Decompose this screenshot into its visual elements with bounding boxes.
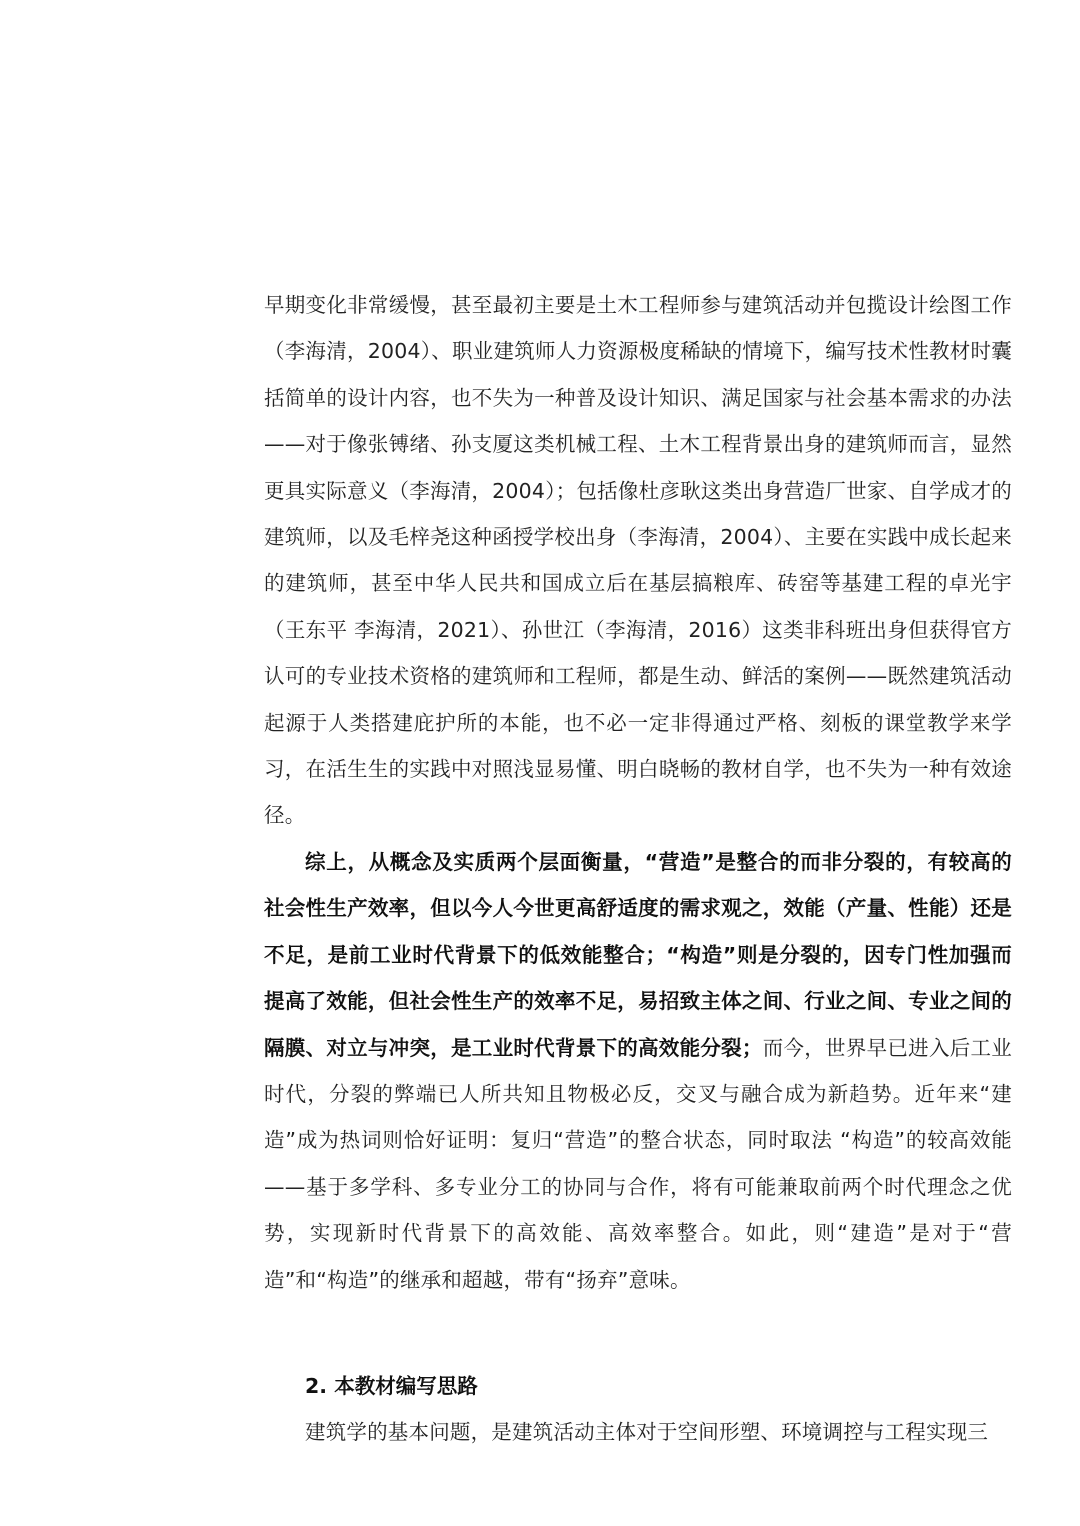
document-body (264, 282, 1012, 1456)
paragraph-section-intro: 建筑学的基本问题，是建筑活动主体对于空间形塑、环境调控与工程实现三 (305, 1420, 989, 1445)
paragraph-continuation: 早期变化非常缓慢，甚至最初主要是土木工程师参与建筑活动并包揽设计绘图工作（李海清，2004）、职业建筑师人力资源极度稀缺的情境下，编写技术性教材时囊括简单的设计内容，也不失为一种普及设计知识、满足国家与社会基本需求的办法——对于像张镈绪、孙支厦这类机械工程、土木工程背景出身的建筑师而言，显然更具实际意义（李海清，2004）；包括像杜彦耿这类出身营造厂世家、自学成才的建筑师，以及毛梓尧这种函授学校出身（李海清，2004）、主要在实践中成长起来的建筑师，甚至中华人民共和国成立后在基层搞粮库、砖窑等基建工程的卓光宇（王东平 李海清，2021）、孙世江（李海清，2016）这类非科班出身但获得官方认可的专业技术资格的建筑师和工程师，都是生动、鲜活的案例——既然建筑活动起源于人类搭建庇护所的本能，也不必一定非得通过严格、刻板的课堂教学来学习，在活生生的实践中对照浅显易懂、明白晓畅的教材自学，也不失为一种有效途径。 (264, 293, 1012, 828)
paragraph-summary-bold: 综上，从概念及实质两个层面衡量，“营造”是整合的而非分裂的，有较高的社会性生产效率，但以今人今世更高舒适度的需求观之，效能（产量、性能）还是不足，是前工业时代背景下的低效能整合；“构造”则是分裂的，因专门性加强而提高了效能，但社会性生产的效率不足，易招致主体之间、行业之间、专业之间的隔膜、对立与冲突，是工业时代背景下的高效能分裂； (264, 849, 1012, 1060)
paragraph-summary-regular: 而今，世界早已进入后工业时代，分裂的弊端已人所共知且物极必反，交叉与融合成为新趋势。近年来“建造”成为热词则恰好证明：复归“营造”的整合状态，同时取法 “构造”的较高效能——基于多学科、多专业分工的协同与合作，将有可能兼取前两个时代理念之优势，实现新时代背景下的高效能、高效率整合。如此，则“建造”是对于“营造”和“构造”的继承和超越，带有“扬弃”意味。 (264, 1035, 1012, 1292)
paragraph-summary (264, 839, 1012, 1303)
section-heading: 2. 本教材编写思路 (305, 1373, 478, 1398)
